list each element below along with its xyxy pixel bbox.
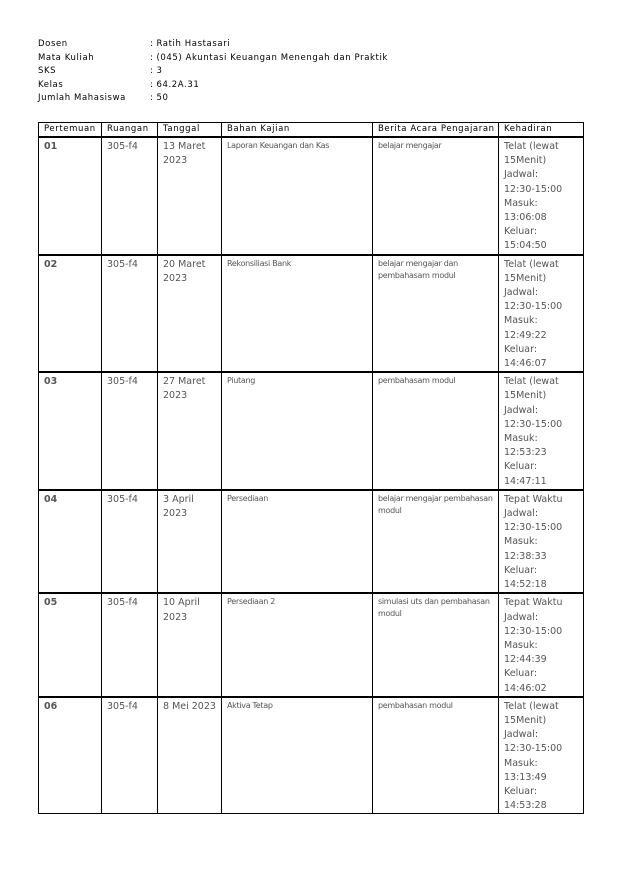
cell-bahan-kajian: Rekonsiliasi Bank bbox=[222, 255, 373, 373]
info-label: Kelas bbox=[38, 79, 64, 90]
header-kehadiran: Kehadiran bbox=[499, 123, 584, 138]
kehadiran-masuk-label: Masuk: bbox=[504, 197, 538, 209]
kehadiran-jadwal-value: 12:30-15:00 bbox=[504, 743, 563, 755]
info-value: (045) Akuntasi Keuangan Menengah dan Praktik bbox=[156, 52, 388, 63]
kehadiran-jadwal-value: 12:30-15:00 bbox=[504, 183, 563, 195]
cell-tanggal: 8 Mei 2023 bbox=[158, 697, 222, 814]
kehadiran-status: Telat (lewat 15Menit) bbox=[504, 258, 559, 284]
cell-tanggal: 13 Maret 2023 bbox=[158, 137, 222, 255]
kehadiran-masuk-value: 12:44:39 bbox=[504, 654, 547, 666]
kehadiran-keluar-value: 14:47:11 bbox=[504, 475, 547, 487]
kehadiran-keluar-value: 14:46:02 bbox=[504, 682, 547, 694]
info-value: Ratih Hastasari bbox=[156, 39, 231, 49]
cell-berita-acara: pembahasan modul bbox=[373, 697, 499, 814]
info-value: 3 bbox=[156, 66, 163, 76]
kehadiran-jadwal-value: 12:30-15:00 bbox=[504, 625, 563, 637]
info-label: Jumlah Mahasiswa bbox=[38, 93, 126, 103]
kehadiran-masuk-label: Masuk: bbox=[504, 757, 538, 769]
kehadiran-jadwal-label: Jadwal: bbox=[504, 508, 539, 520]
cell-pertemuan: 05 bbox=[39, 593, 102, 696]
info-value: 50 bbox=[156, 93, 169, 103]
kehadiran-keluar-value: 14:53:28 bbox=[504, 800, 547, 812]
info-row-jumlah-mahasiswa bbox=[38, 92, 388, 106]
kehadiran-keluar-label: Keluar: bbox=[504, 564, 538, 576]
kehadiran-jadwal-value: 12:30-15:00 bbox=[504, 301, 563, 313]
attendance-table bbox=[38, 122, 584, 814]
kehadiran-status: Tepat Waktu bbox=[504, 597, 563, 609]
kehadiran-jadwal-label: Jadwal: bbox=[504, 404, 539, 416]
info-colon: : bbox=[150, 93, 154, 103]
table-row bbox=[39, 490, 584, 593]
course-info bbox=[38, 38, 388, 106]
cell-kehadiran bbox=[499, 255, 584, 373]
kehadiran-masuk-value: 13:06:08 bbox=[504, 212, 547, 224]
cell-kehadiran bbox=[499, 372, 584, 490]
table-row bbox=[39, 372, 584, 490]
cell-ruangan: 305-f4 bbox=[102, 137, 158, 255]
cell-tanggal: 3 April 2023 bbox=[158, 490, 222, 593]
kehadiran-masuk-label: Masuk: bbox=[504, 315, 538, 327]
header-pertemuan: Pertemuan bbox=[39, 123, 102, 138]
cell-berita-acara: belajar mengajar dan pembahasam modul bbox=[373, 255, 499, 373]
kehadiran-keluar-label: Keluar: bbox=[504, 668, 538, 680]
kehadiran-masuk-value: 12:53:23 bbox=[504, 447, 547, 459]
cell-berita-acara: simulasi uts dan pembahasan modul bbox=[373, 593, 499, 696]
cell-bahan-kajian: Aktiva Tetap bbox=[222, 697, 373, 814]
cell-kehadiran bbox=[499, 137, 584, 255]
cell-berita-acara: pembahasam modul bbox=[373, 372, 499, 490]
cell-tanggal: 27 Maret 2023 bbox=[158, 372, 222, 490]
cell-pertemuan: 02 bbox=[39, 255, 102, 373]
kehadiran-masuk-label: Masuk: bbox=[504, 536, 538, 548]
kehadiran-keluar-value: 14:46:07 bbox=[504, 358, 547, 370]
info-label: Mata Kuliah bbox=[38, 52, 95, 63]
kehadiran-jadwal-label: Jadwal: bbox=[504, 287, 539, 299]
cell-tanggal: 10 April 2023 bbox=[158, 593, 222, 696]
info-row-dosen bbox=[38, 38, 388, 52]
cell-kehadiran bbox=[499, 490, 584, 593]
info-label: SKS bbox=[38, 66, 57, 76]
info-colon: : bbox=[150, 66, 154, 76]
kehadiran-keluar-label: Keluar: bbox=[504, 785, 538, 797]
kehadiran-masuk-label: Masuk: bbox=[504, 639, 538, 651]
info-label: Dosen bbox=[38, 39, 68, 49]
table-row bbox=[39, 137, 584, 255]
kehadiran-jadwal-label: Jadwal: bbox=[504, 611, 539, 623]
cell-pertemuan: 06 bbox=[39, 697, 102, 814]
table-row bbox=[39, 697, 584, 814]
kehadiran-jadwal-label: Jadwal: bbox=[504, 169, 539, 181]
header-ruangan: Ruangan bbox=[102, 123, 158, 138]
kehadiran-keluar-label: Keluar: bbox=[504, 343, 538, 355]
cell-ruangan: 305-f4 bbox=[102, 255, 158, 373]
info-colon: : bbox=[150, 79, 154, 90]
kehadiran-keluar-value: 14:52:18 bbox=[504, 579, 547, 591]
cell-bahan-kajian: Laporan Keuangan dan Kas bbox=[222, 137, 373, 255]
cell-pertemuan: 03 bbox=[39, 372, 102, 490]
table-row bbox=[39, 593, 584, 696]
cell-pertemuan: 01 bbox=[39, 137, 102, 255]
cell-ruangan: 305-f4 bbox=[102, 593, 158, 696]
cell-bahan-kajian: Persediaan bbox=[222, 490, 373, 593]
kehadiran-jadwal-value: 12:30-15:00 bbox=[504, 418, 563, 430]
cell-ruangan: 305-f4 bbox=[102, 697, 158, 814]
kehadiran-keluar-label: Keluar: bbox=[504, 461, 538, 473]
cell-kehadiran bbox=[499, 593, 584, 696]
cell-pertemuan: 04 bbox=[39, 490, 102, 593]
cell-bahan-kajian: Persediaan 2 bbox=[222, 593, 373, 696]
cell-berita-acara: belajar mengajar pembahasan modul bbox=[373, 490, 499, 593]
table-header-row bbox=[39, 123, 584, 138]
kehadiran-jadwal-value: 12:30-15:00 bbox=[504, 522, 563, 534]
kehadiran-keluar-value: 15:04:50 bbox=[504, 240, 547, 252]
info-row-mata-kuliah bbox=[38, 52, 388, 66]
info-row-sks bbox=[38, 65, 388, 79]
kehadiran-status: Telat (lewat 15Menit) bbox=[504, 376, 559, 402]
header-bahan-kajian: Bahan Kajian bbox=[222, 123, 373, 138]
cell-berita-acara: belajar mengajar bbox=[373, 137, 499, 255]
kehadiran-masuk-value: 13:13:49 bbox=[504, 771, 547, 783]
info-value: 64.2A.31 bbox=[156, 79, 200, 90]
cell-tanggal: 20 Maret 2023 bbox=[158, 255, 222, 373]
cell-kehadiran bbox=[499, 697, 584, 814]
kehadiran-masuk-label: Masuk: bbox=[504, 433, 538, 445]
cell-ruangan: 305-f4 bbox=[102, 490, 158, 593]
kehadiran-status: Tepat Waktu bbox=[504, 493, 563, 505]
kehadiran-status: Telat (lewat 15Menit) bbox=[504, 141, 559, 167]
cell-bahan-kajian: Piutang bbox=[222, 372, 373, 490]
info-colon: : bbox=[150, 52, 154, 63]
header-berita-acara: Berita Acara Pengajaran bbox=[373, 123, 499, 138]
kehadiran-keluar-label: Keluar: bbox=[504, 226, 538, 238]
kehadiran-masuk-value: 12:49:22 bbox=[504, 329, 547, 341]
kehadiran-masuk-value: 12:38:33 bbox=[504, 550, 547, 562]
info-row-kelas bbox=[38, 79, 388, 93]
info-colon: : bbox=[150, 39, 154, 49]
header-tanggal: Tanggal bbox=[158, 123, 222, 138]
kehadiran-status: Telat (lewat 15Menit) bbox=[504, 700, 559, 726]
kehadiran-jadwal-label: Jadwal: bbox=[504, 729, 539, 741]
cell-ruangan: 305-f4 bbox=[102, 372, 158, 490]
table-row bbox=[39, 255, 584, 373]
